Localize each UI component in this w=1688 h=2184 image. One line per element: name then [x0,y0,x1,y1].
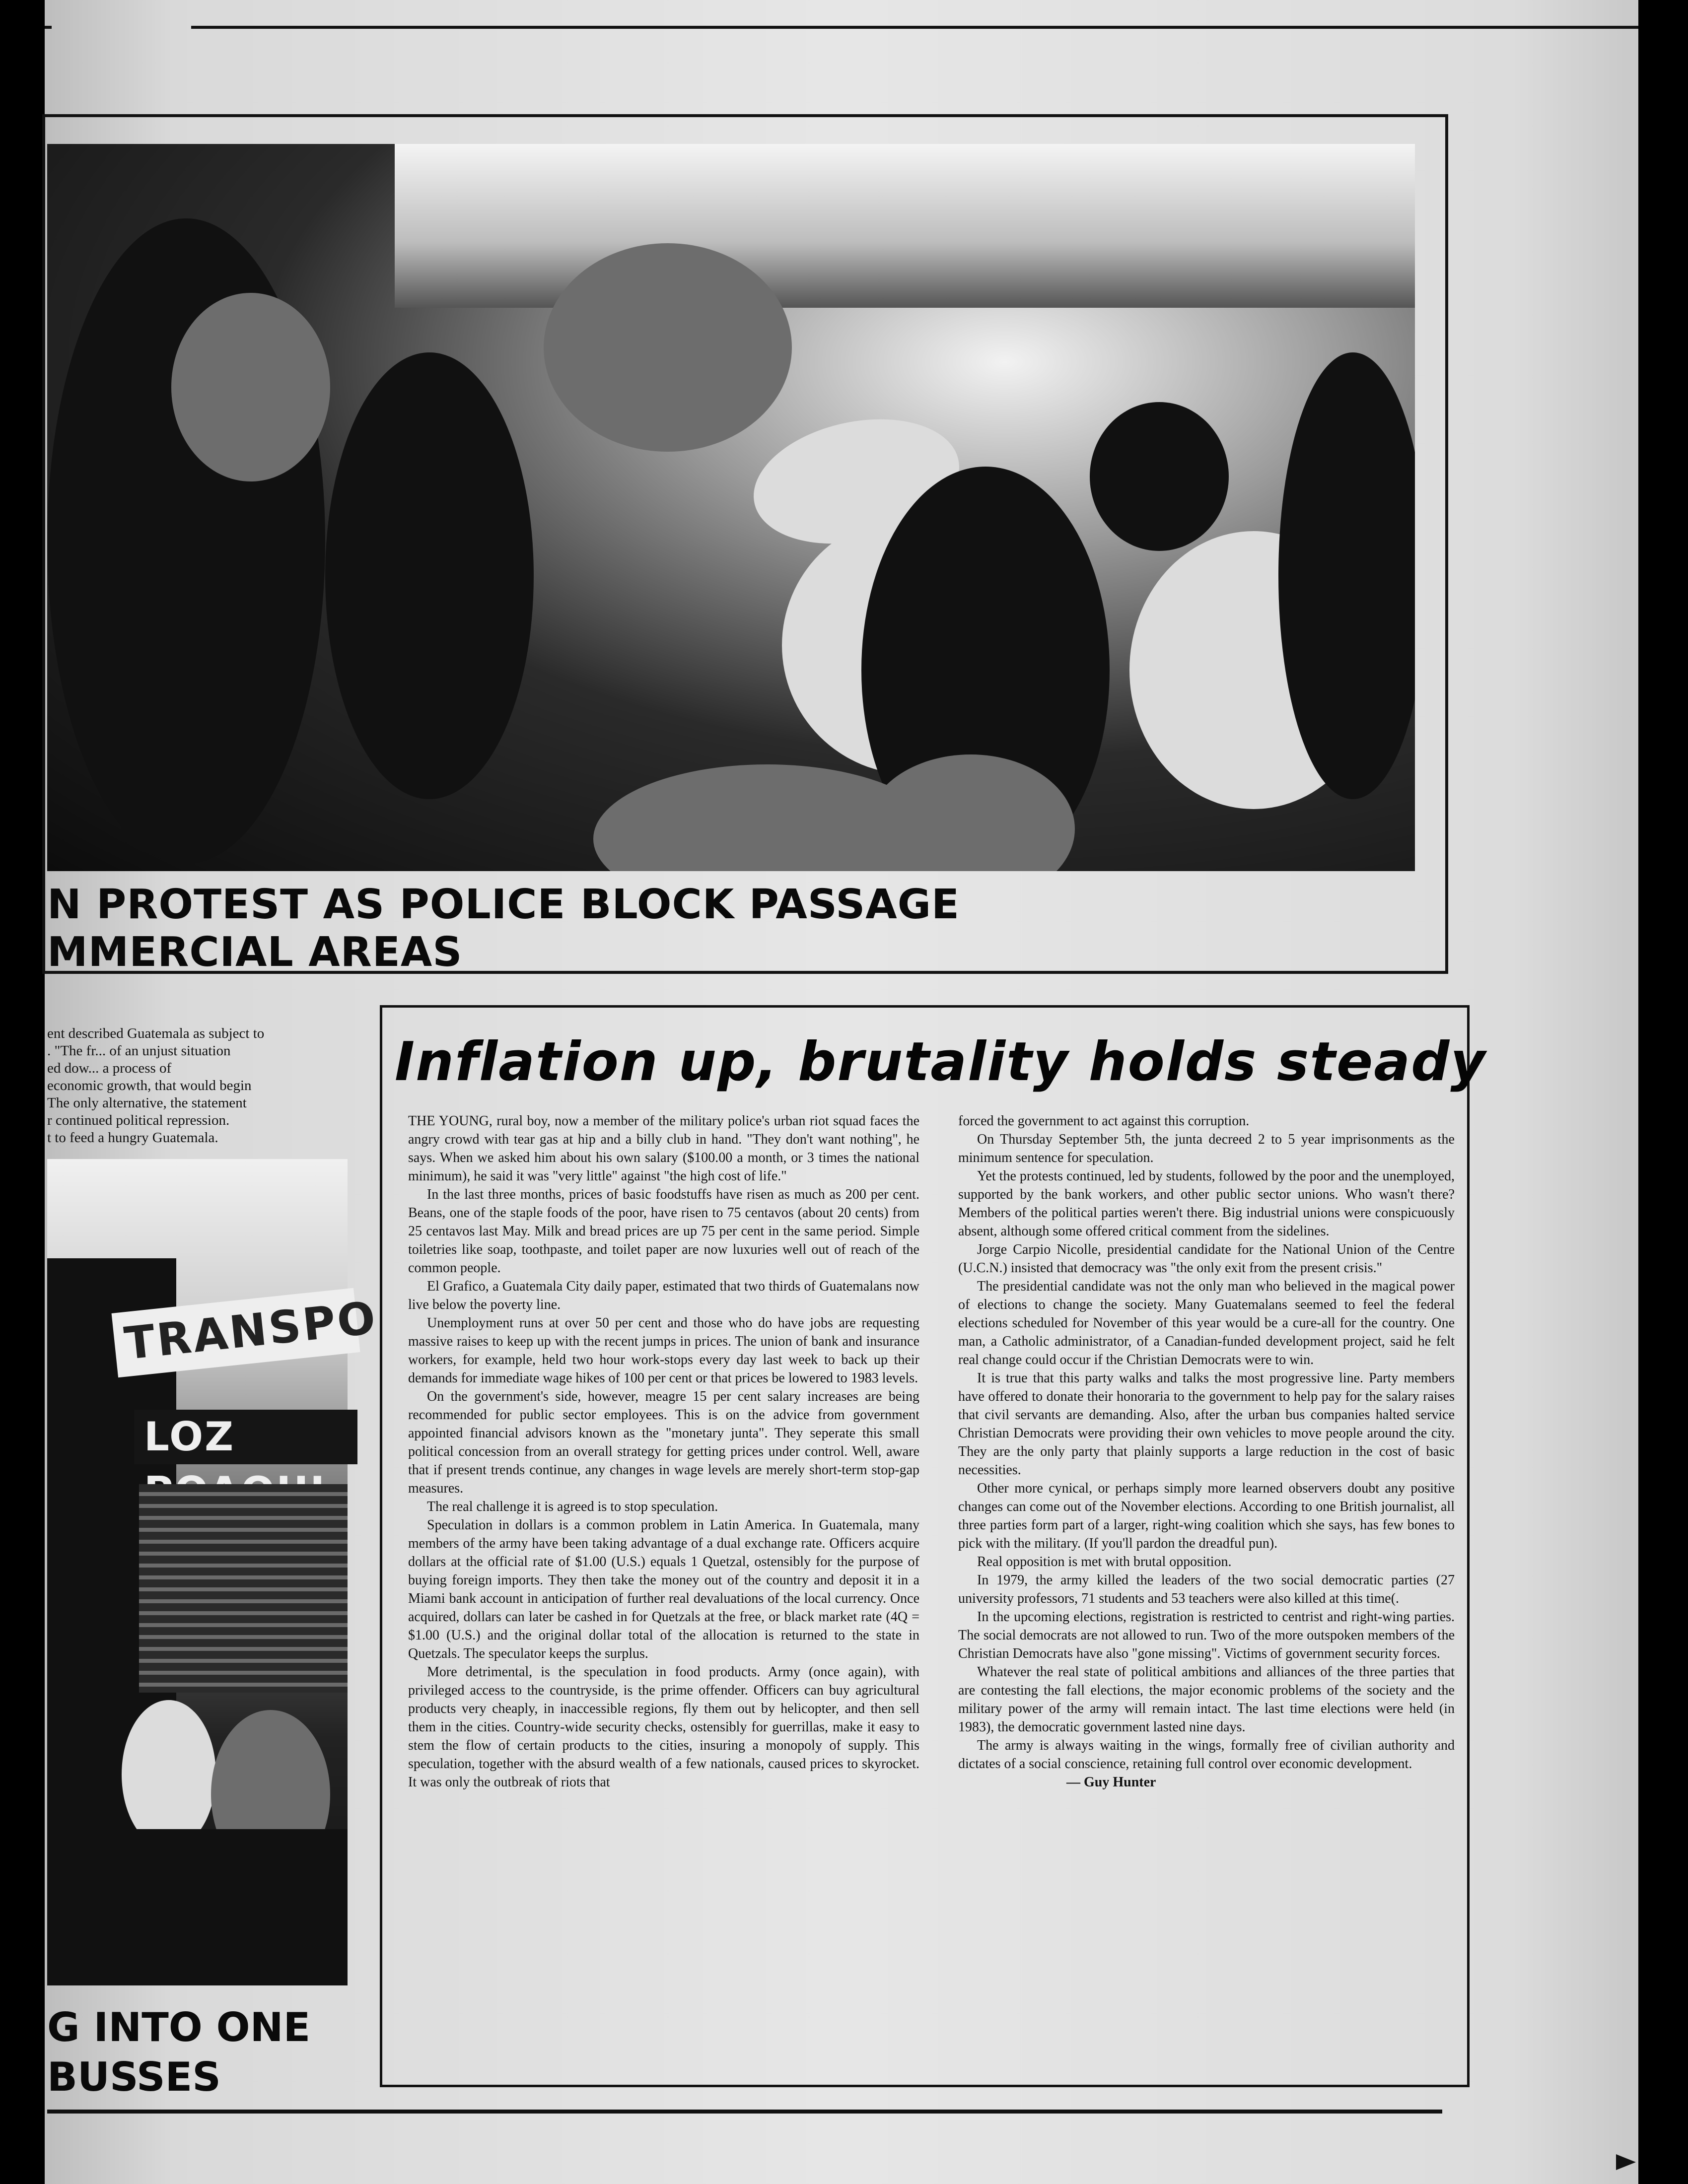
article-paragraph: Unemployment runs at over 50 per cent and those who do have jobs are requesting massive raises to keep up with the recent jumps in prices. The union of bank and insurance workers, for example, held two hour work-stops every day last week to back up their demands for immediate wage hikes of 100 per cent or that prices be lowered to 1983 levels. [408,1315,919,1386]
article-paragraph: In 1979, the army killed the leaders of the two social democratic parties (27 university professors, 71 students and 53 teachers were also killed at this time(. [958,1572,1455,1606]
article-column-1 [408,1112,919,1791]
bus-caption-line-1: G INTO ONE [47,2004,311,2050]
article-paragraph: El Grafico, a Guatemala City daily paper, estimated that two thirds of Guatemalans now live below the poverty line. [408,1279,919,1312]
article-paragraph: It is true that this party walks and talks the most progressive line. Party members have offered to donate their honoraria to the government to help pay for the salary raises that civil servants are demanding. Also, after the urban bus companies halted service Christian Democrats were providing their own vehicles to move people around the city. They are the only party that plainly supports a large reduction in the cost of basic necessities. [958,1370,1455,1478]
top-rule [191,26,1638,29]
bus-sign-lower: LOZ [134,1410,357,1464]
protest-photo [47,144,1415,871]
left-text-line: t to feed a hungry Guatemala. [47,1130,218,1146]
article-paragraph: On the government's side, however, meagre 15 per cent salary increases are being recommended for public sector employees. This is on the advice from government appointed financial advisors known as the "monetary junta". They seperate this small political concession from an overall strategy for getting prices under control. Well, aware that if present trends continue, any changes in wage levels are merely short-term stop-gap measures. [408,1389,919,1496]
left-text-line: r continued political repression. [47,1112,230,1128]
article-paragraph: Whatever the real state of political ambitions and alliances of the three parties that are contesting the fall elections, the major economic problems of the society and the military power of the army will remain intact. The last time elections were held (in 1983), the democratic government lasted nine days. [958,1664,1455,1735]
article-paragraph: Real opposition is met with brutal opposition. [977,1554,1232,1570]
bus-shutter [139,1484,348,1693]
left-column-text [47,1025,325,1147]
article-paragraph: Yet the protests continued, led by students, followed by the poor and the unemployed, supported by the bank workers, and other public sector unions. Who wasn't there? Members of the political parties weren't there. Big industrial unions were conspicuously absent, although some offered critical comment from the sidelines. [958,1168,1455,1239]
bus-caption-line-2: BUSSES [47,2054,221,2100]
article-paragraph: The presidential candidate was not the only man who believed in the magical power of elections to change the society. Many Guatemalans seemed to feel the federal elections scheduled for November of this year would be a cure-all for the country. One man, a Catholic administrator, of a Canadian-funded development project, said he felt real change could occur if the Christian Democrats were to win. [958,1279,1455,1367]
left-text-line: ent described Guatemala as subject to [47,1025,265,1041]
article-title: Inflation up, brutality holds steady [395,1031,1486,1093]
page-turn-arrow-icon [1616,2154,1636,2170]
bottom-rule [47,2110,1442,2114]
article-paragraph: The real challenge it is agreed is to stop speculation. [427,1499,718,1514]
left-text-line: The only alternative, the statement [47,1095,247,1111]
top-photo-caption [47,881,960,976]
article-paragraph: In the last three months, prices of basic foodstuffs have risen as much as 200 per cent. Beans, one of the staple foods of the poor, have risen to 75 centavos (about 20 cents) from 25 centavos last May. Milk and bread prices are up 75 per cent in the same period. Simple toiletries like soap, toothpaste, and toilet paper are now luxuries well out of reach of the common people. [408,1187,919,1276]
article-paragraph: On Thursday September 5th, the junta decreed 2 to 5 year imprisonments as the minimum sentence for speculation. [958,1132,1455,1165]
left-text-line: ed dow... a process of [47,1060,172,1076]
article-paragraph: The army is always waiting in the wings, formally free of civilian authority and dictates of a social conscience, retaining full control over economic development. [958,1738,1455,1772]
article-paragraph: forced the government to act against this corruption. [958,1113,1250,1129]
left-edge-rule [45,26,52,29]
article-signature: — Guy Hunter [1066,1774,1156,1790]
left-text-line: . "The fr... of an unjust situation [47,1043,231,1059]
bus-photo-caption [47,2003,310,2102]
article-paragraph: Speculation in dollars is a common problem in Latin America. In Guatemala, many members of the army have been taking advantage of a dual exchange rate. Officers acquire dollars at the official rate of $1.00 (U.S.) equals 1 Quetzal, ostensibly for the purpose of buying foreign imports. They then take the money out of the country and deposit it in a Miami bank account in anticipation of further real devaluations of the local currency. Once acquired, dollars can later be cashed in for Quetzals at the free, or black market rate (4Q = $1.00 (U.S.) and the original dollar total of the allocation is returned to the state in Quetzals. The speculator keeps the surplus. [408,1517,919,1661]
caption-line-2: MMERCIAL AREAS [47,929,463,976]
article-paragraph: Other more cynical, or perhaps simply more learned observers doubt any positive changes can come out of the November elections. According to one British journalist, all three parties form part of a larger, right-wing coalition which she says, has few bones to pick with the military. (If you'll pardon the dreadful pun). [958,1481,1455,1551]
bus-sign-upper: TRANSPO [112,1288,360,1378]
caption-line-1: N PROTEST AS POLICE BLOCK PASSAGE [47,881,960,928]
article-paragraph: In the upcoming elections, registration is restricted to centrist and right-wing parties. The social democrats are not allowed to run. Two of the more outspoken members of the Christian Democrats have also "gone missing". Victims of government security forces. [958,1609,1455,1661]
article-column-2 [958,1112,1455,1791]
article-paragraph: More detrimental, is the speculation in food products. Army (once again), with privileged access to the countryside, is the prime offender. Officers can buy agricultural products very cheaply, in inaccessible regions, fly them out by helicopter, and then sell them in the cities. Country-wide security checks, ostensibly for guerrillas, make it easy to stem the flow of certain products to the cities, insuring a monopoly of supply. This speculation, together with the absurd wealth of a few nationals, caused prices to skyrocket. It was only the outbreak of riots that [408,1664,919,1790]
article-paragraph: Jorge Carpio Nicolle, presidential candidate for the National Union of the Centre (U.C.N.) insisted that democracy was "the only exit from the present crisis." [958,1242,1455,1276]
article-paragraph: THE YOUNG, rural boy, now a member of the military police's urban riot squad faces the angry crowd with tear gas at hip and a billy club in hand. "They don't want nothing", he says. When we asked him about his own salary ($100.00 a month, or 3 times the national minimum), he said it was "very little" against "the high cost of life." [408,1113,919,1184]
left-text-line: economic growth, that would begin [47,1078,252,1093]
